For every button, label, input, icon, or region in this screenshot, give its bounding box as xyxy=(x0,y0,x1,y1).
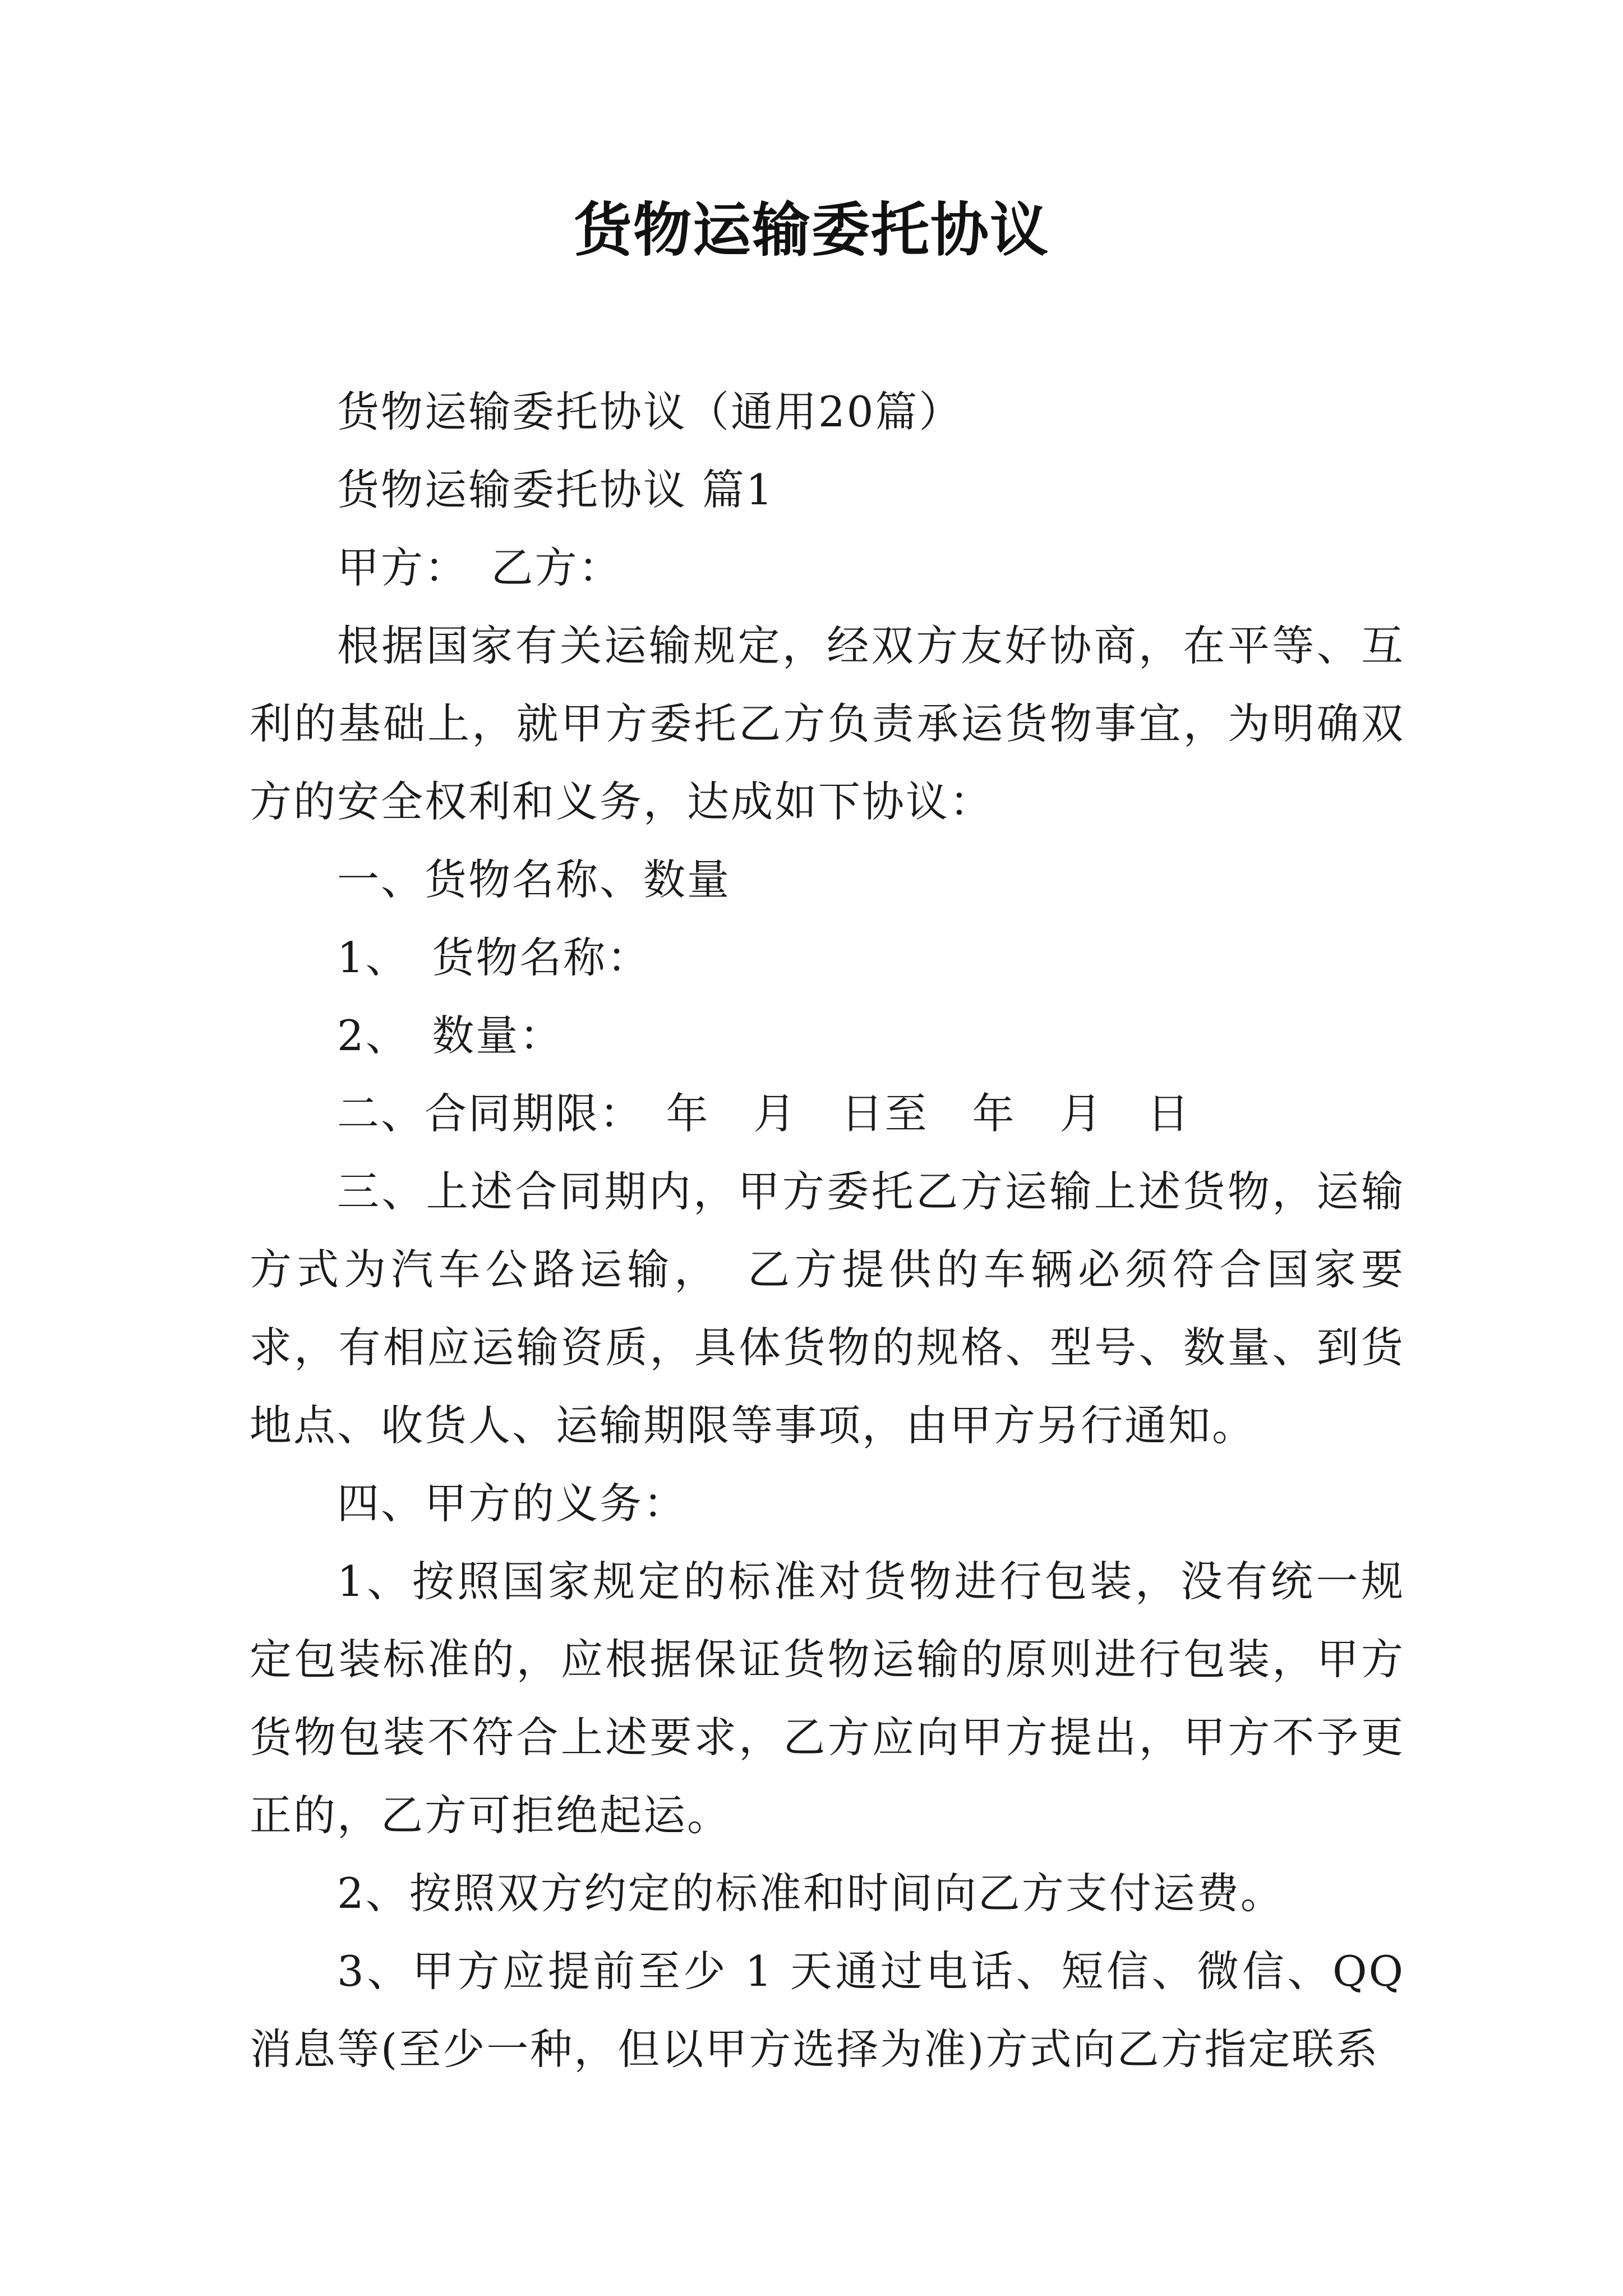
paragraph-parties: 甲方： 乙方： xyxy=(337,543,623,592)
paragraph-clause-3: 三、上述合同期内，甲方委托乙方运输上述货物，运输方式为汽车公路运输， 乙方提供的车辆必须符合国家要求，有相应运输资质，具体货物的规格、型号、数量、到货地点、收货人、运输期限等事项，由甲方另行通知。 xyxy=(250,1167,1405,1450)
paragraph-heading: 货物运输委托协议（通用20篇） xyxy=(337,387,963,436)
paragraph-section-title: 货物运输委托协议 篇1 xyxy=(337,465,774,514)
paragraph-obligation-2: 2、按照双方约定的标准和时间向乙方支付运费。 xyxy=(337,1869,1284,1918)
document-body xyxy=(250,373,1405,2088)
paragraph-obligation-3: 3、甲方应提前至少 1 天通过电话、短信、微信、QQ消息等(至少一种，但以甲方选择为准)方式向乙方指定联系 xyxy=(250,1947,1405,2074)
document-title: 货物运输委托协议 xyxy=(573,195,1049,264)
paragraph-clause-4: 四、甲方的义务： xyxy=(337,1479,688,1528)
paragraph-goods-name: 1、 货物名称： xyxy=(337,933,651,982)
paragraph-clause-2: 二、合同期限： 年 月 日至 年 月 日 xyxy=(337,1089,1191,1138)
paragraph-preamble: 根据国家有关运输规定，经双方友好协商，在平等、互利的基础上，就甲方委托乙方负责承运货物事宜，为明确双方的安全权利和义务，达成如下协议： xyxy=(250,621,1405,826)
paragraph-obligation-1: 1、按照国家规定的标准对货物进行包装，没有统一规定包装标准的，应根据保证货物运输的原则进行包装，甲方货物包装不符合上述要求，乙方应向甲方提出，甲方不予更正的，乙方可拒绝起运。 xyxy=(250,1557,1405,1840)
paragraph-clause-1: 一、货物名称、数量 xyxy=(337,855,731,904)
paragraph-quantity: 2、 数量： xyxy=(337,1011,564,1060)
